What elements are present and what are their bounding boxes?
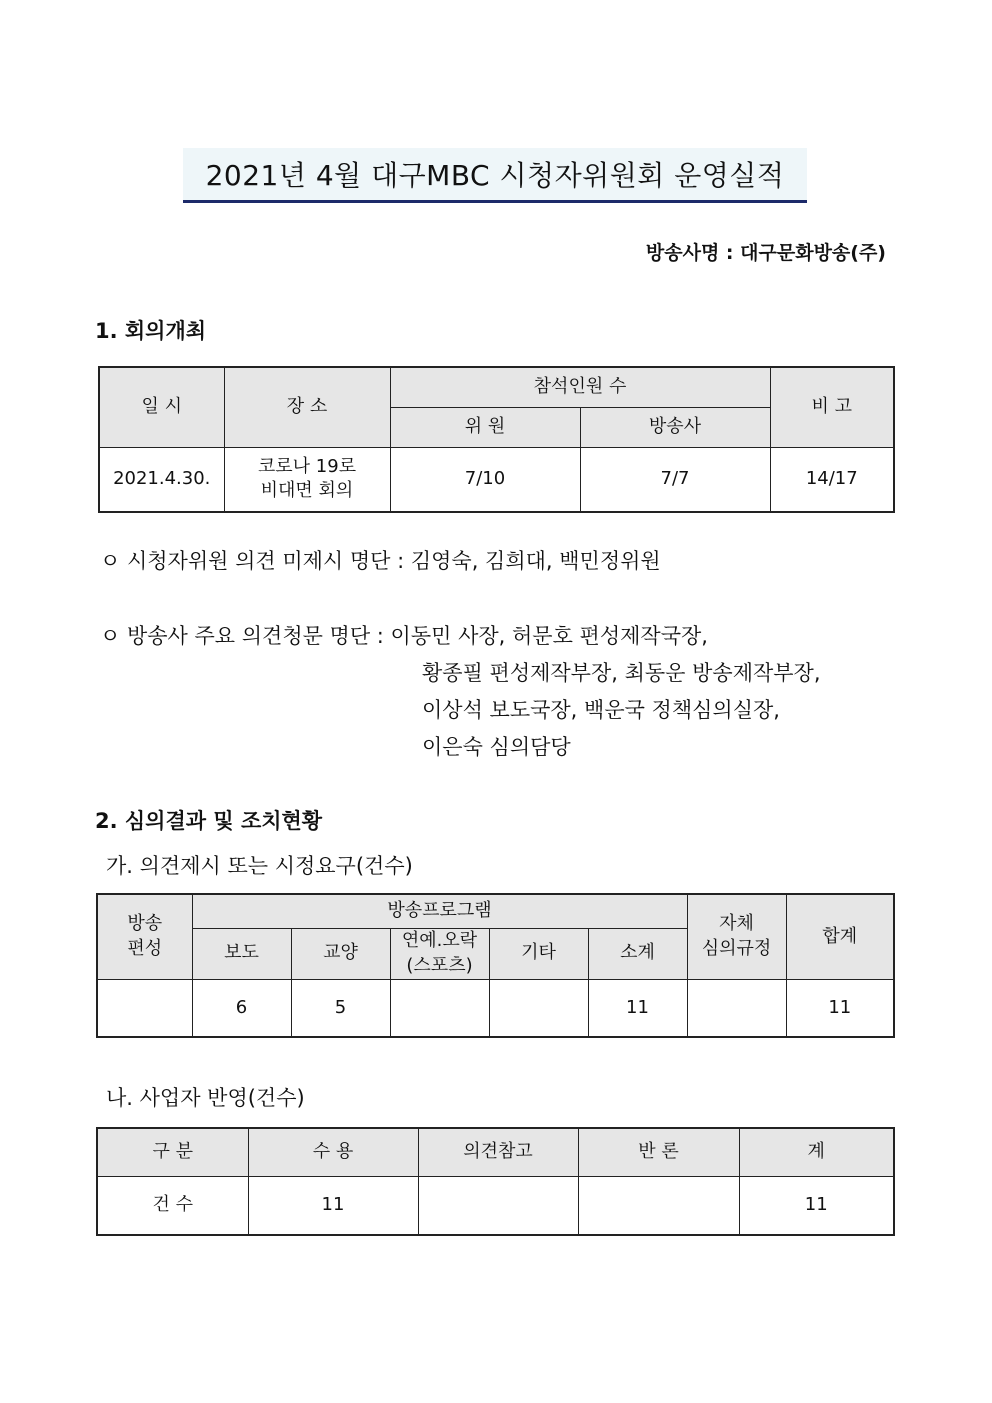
cell-category: 건 수	[97, 1176, 248, 1235]
header-category: 구 분	[97, 1128, 248, 1176]
header-accepted: 수 용	[248, 1128, 418, 1176]
header-station: 방송사	[580, 407, 770, 447]
header-scheduling-line1: 방송	[127, 913, 163, 935]
cell-etc	[489, 979, 588, 1037]
subheading-a: 가. 의견제시 또는 시정요구(건수)	[106, 854, 413, 878]
cell-members: 7/10	[390, 447, 580, 512]
meeting-table	[98, 366, 895, 513]
cell-news: 6	[192, 979, 291, 1037]
header-scheduling	[97, 894, 192, 979]
bullet-station-line3: 이상석 보도국장, 백운국 정책심의실장,	[422, 698, 780, 722]
header-rebuttal: 반 론	[578, 1128, 739, 1176]
cell-culture: 5	[291, 979, 390, 1037]
header-total: 합계	[786, 894, 894, 979]
cell-self-review	[687, 979, 786, 1037]
header-date: 일 시	[99, 367, 224, 447]
cell-entertainment	[390, 979, 489, 1037]
cell-place-line1: 코로나 19로	[257, 455, 357, 477]
cell-accepted: 11	[248, 1176, 418, 1235]
cell-total: 11	[786, 979, 894, 1037]
header-program: 방송프로그램	[192, 894, 687, 928]
header-self-line2: 심의규정	[701, 937, 772, 959]
header-attendance: 참석인원 수	[390, 367, 770, 407]
header-members: 위 원	[390, 407, 580, 447]
header-culture: 교양	[291, 928, 390, 979]
header-subtotal: 소계	[588, 928, 687, 979]
cell-place	[224, 447, 390, 512]
cell-note: 14/17	[770, 447, 894, 512]
header-reference: 의견참고	[418, 1128, 578, 1176]
cell-rebuttal	[578, 1176, 739, 1235]
header-entertainment	[390, 928, 489, 979]
broadcaster-name: 방송사명 : 대구문화방송(주)	[645, 242, 886, 264]
header-sum: 계	[739, 1128, 894, 1176]
header-scheduling-line2: 편성	[127, 937, 163, 959]
header-self-review	[687, 894, 786, 979]
reflection-table	[96, 1127, 895, 1236]
document-title-box	[183, 148, 807, 203]
cell-station: 7/7	[580, 447, 770, 512]
header-self-line1: 자체	[719, 913, 754, 935]
section2-heading: 2. 심의결과 및 조치현황	[95, 809, 323, 833]
header-place: 장 소	[224, 367, 390, 447]
cell-place-line2: 비대면 회의	[260, 480, 354, 502]
header-ent-line1: 연예.오락	[401, 930, 478, 952]
header-news: 보도	[192, 928, 291, 979]
section1-heading: 1. 회의개최	[95, 319, 207, 343]
cell-reference	[418, 1176, 578, 1235]
cell-date: 2021.4.30.	[99, 447, 224, 512]
header-ent-line2: (스포츠)	[406, 954, 473, 976]
review-table	[96, 893, 895, 1038]
bullet-station-list: ㅇ 방송사 주요 의견청문 명단 : 이동민 사장, 허문호 편성제작국장,	[100, 624, 708, 648]
document-title: 2021년 4월 대구MBC 시청자위원회 운영실적	[205, 159, 785, 192]
bullet-station-line4: 이은숙 심의담당	[422, 735, 571, 759]
cell-subtotal: 11	[588, 979, 687, 1037]
header-etc: 기타	[489, 928, 588, 979]
cell-sum: 11	[739, 1176, 894, 1235]
header-note: 비 고	[770, 367, 894, 447]
cell-scheduling	[97, 979, 192, 1037]
bullet-station-line2: 황종필 편성제작부장, 최동운 방송제작부장,	[422, 661, 821, 685]
subheading-b: 나. 사업자 반영(건수)	[106, 1086, 305, 1110]
bullet-no-opinion: ㅇ 시청자위원 의견 미제시 명단 : 김영숙, 김희대, 백민정위원	[100, 549, 661, 573]
